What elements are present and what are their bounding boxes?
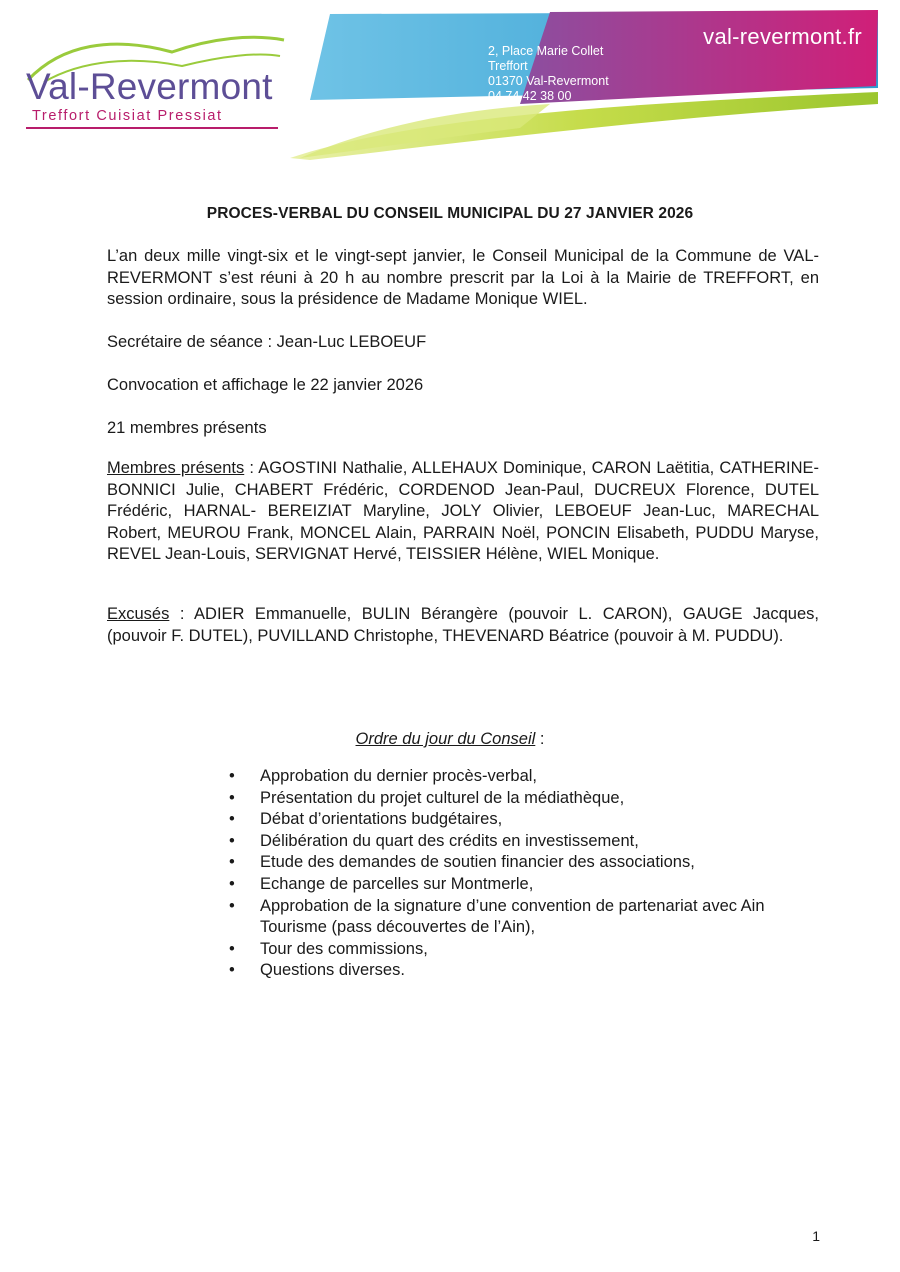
agenda-item [226,960,816,982]
excused-list: : ADIER Emmanuelle, BULIN Bérangère (pouvoir L. CARON), GAUGE Jacques, (pouvoir F. DUTEL), PUVILLAND Christophe, THEVENARD Béatrice (pouvoir à M. PUDDU). [107,605,819,645]
agenda-title-colon: : [535,730,545,748]
members-present-label: Membres présents [107,459,245,477]
bullet-icon: • [229,831,235,850]
agenda-item-text: Délibération du quart des crédits en investissement, [260,831,639,850]
bullet-icon: • [229,896,235,915]
website-url[interactable]: val-revermont.fr [703,24,862,49]
agenda-title-text: Ordre du jour du Conseil [355,730,536,748]
agenda-item-text: Questions diverses. [260,961,405,980]
intro-paragraph: L’an deux mille vingt-six et le vingt-sept janvier, le Conseil Municipal de la Commune de VAL-REVERMONT s’est réuni à 20 h au nombre prescrit par la Loi à la Mairie de TREFFORT, en session ordinaire, sous la présidence de Madame Monique WIEL. [107,247,819,308]
members-count: 21 membres présents [107,419,267,437]
agenda-item-text: Tour des commissions, [260,939,428,958]
agenda-item [226,874,816,896]
bullet-icon: • [229,767,235,785]
address-line: Treffort [488,59,528,73]
address-line: 2, Place Marie Collet [488,44,604,58]
phone-number: 04 74 42 38 00 [488,89,572,103]
bullet-icon: • [229,853,235,872]
excused-label: Excusés [107,605,170,623]
bullet-icon: • [229,939,235,958]
document-title: PROCES-VERBAL DU CONSEIL MUNICIPAL DU 27 JANVIER 2026 [206,205,694,222]
secretary-line: Secrétaire de séance : Jean-Luc LEBOEUF [107,333,427,351]
agenda-item [226,831,816,853]
bullet-icon: • [229,788,235,807]
agenda-item-text: Echange de parcelles sur Montmerle, [260,874,534,893]
bullet-icon: • [229,810,235,829]
logo-name: Val-Revermont [26,66,273,107]
agenda-item [226,788,816,810]
excused-paragraph [107,604,819,647]
agenda-item-text: Présentation du projet culturel de la médiathèque, [260,788,625,807]
agenda-item [226,766,816,788]
logo-tagline: Treffort Cuisiat Pressiat [32,108,223,124]
address-block [488,44,609,104]
agenda-item-text: Approbation de la signature d’une convention de partenariat avec Ain Tourisme (pass découvertes de l’Ain), [260,896,765,937]
bullet-icon: • [229,961,235,980]
agenda-item-text: Etude des demandes de soutien financier des associations, [260,853,695,872]
header-banner [290,8,880,163]
agenda-list [226,766,816,982]
agenda-title [0,730,900,749]
convocation-line: Convocation et affichage le 22 janvier 2026 [107,376,424,394]
logo [22,30,292,140]
members-present-paragraph [107,458,819,566]
agenda-item [226,896,816,939]
agenda-item [226,852,816,874]
page-number: 1 [812,1228,820,1244]
agenda-item [226,939,816,961]
agenda-item-text: Approbation du dernier procès-verbal, [260,767,537,785]
address-line: 01370 Val-Revermont [488,74,609,88]
agenda-item-text: Débat d’orientations budgétaires, [260,810,503,829]
bullet-icon: • [229,874,235,893]
members-present-list: : AGOSTINI Nathalie, ALLEHAUX Dominique, CARON Laëtitia, CATHERINE-BONNICI Julie, CHABERT Frédéric, CORDENOD Jean-Paul, DUCREUX Florence, DUTEL Frédéric, HARNAL- BEREIZIAT Maryline, JOLY Olivier, LEBOEUF Jean-Luc, MARECHAL Robert, MEUROU Frank, MONCEL Alain, PARRAIN Noël, PONCIN Elisabeth, PUDDU Maryse, REVEL Jean-Louis, SERVIGNAT Hervé, TEISSIER Hélène, WIEL Monique. [107,459,819,563]
logo-underline [26,127,278,129]
agenda-item [226,809,816,831]
